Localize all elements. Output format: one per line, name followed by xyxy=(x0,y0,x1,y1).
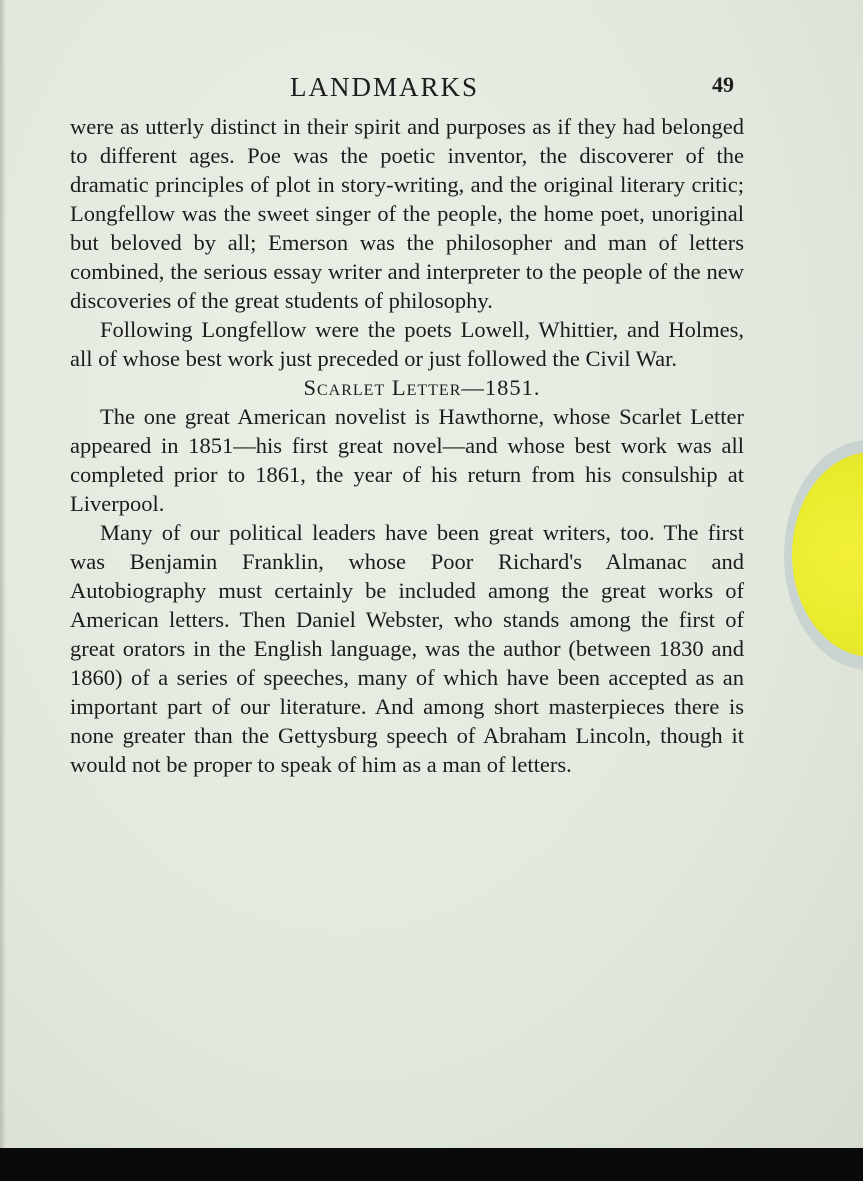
page-number: 49 xyxy=(712,72,734,97)
page-edge-shadow xyxy=(0,0,6,1148)
paragraph-2: Following Longfellow were the poets Lowell, Whittier, and Holmes, all of whose best work just preceded or just followed the Civil War. xyxy=(70,317,744,371)
paragraph-4: Many of our political leaders have been great writers, too. The first was Benjamin Franklin, whose Poor Richard's Almanac and Autobiography must certainly be included among the great works of American letters. Then Daniel Webster, who stands among the first of great orators in the English language, was the author (between 1830 and 1860) of a series of speeches, many of which have been accepted as an important part of our literature. And among short masterpieces there is none greater than the Gettysburg speech of Abraham Lincoln, though it would not be proper to speak of him as a man of letters. xyxy=(70,520,744,777)
scan-bottom-border xyxy=(0,1148,863,1181)
paragraph-1: were as utterly distinct in their spirit and purposes as if they had belonged to different ages. Poe was the poetic inventor, the discoverer of the dramatic principles of plot in story-writing, and the original literary critic; Longfellow was the sweet singer of the people, the home poet, unoriginal but beloved by all; Emerson was the philosopher and man of letters combined, the serious essay writer and interpreter to the people of the new discoveries of the great students of philosophy. xyxy=(70,114,744,313)
body-text xyxy=(70,112,744,779)
running-head xyxy=(0,70,863,106)
running-head-title: LANDMARKS xyxy=(290,72,480,102)
section-heading: Scarlet Letter—1851. xyxy=(303,375,541,400)
paragraph-3: The one great American novelist is Hawthorne, whose Scarlet Letter appeared in 1851—his first great novel—and whose best work was all completed prior to 1861, the year of his return from his consulship at Liverpool. xyxy=(70,404,744,516)
